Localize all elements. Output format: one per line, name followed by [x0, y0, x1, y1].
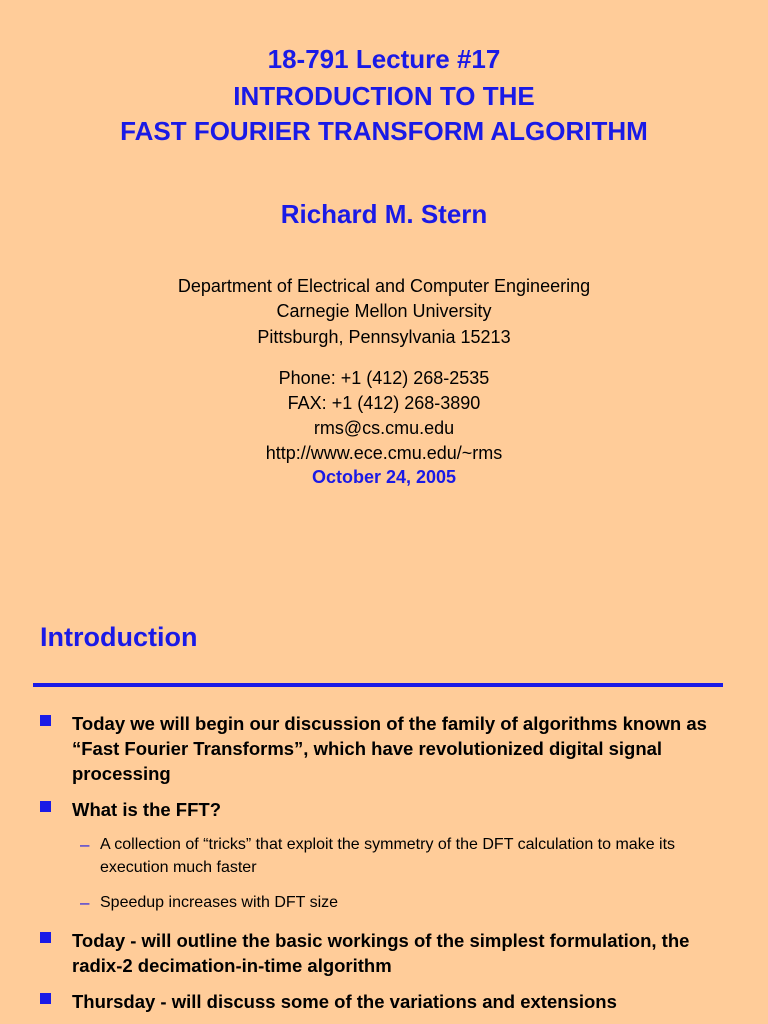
contact-phone: Phone: +1 (412) 268-2535 [278, 368, 490, 388]
affiliation-department: Department of Electrical and Computer Engineering [177, 276, 591, 296]
square-bullet-icon [40, 932, 51, 943]
bullet-text: Thursday - will discuss some of the variations and extensions [72, 991, 617, 1012]
contact-fax: FAX: +1 (412) 268-3890 [287, 393, 481, 413]
lecture-number: 18-791 Lecture #17 [267, 44, 501, 74]
contact-email: rms@cs.cmu.edu [313, 418, 455, 438]
lecture-title-line-2: FAST FOURIER TRANSFORM ALGORITHM [120, 116, 648, 146]
lecture-date: October 24, 2005 [311, 467, 457, 487]
square-bullet-icon [40, 993, 51, 1004]
sub-bullet-text: A collection of “tricks” that exploit the symmetry of the DFT calculation to make its execution much faster [100, 836, 676, 876]
slide-title: Introduction [40, 622, 198, 652]
title-divider [33, 683, 723, 687]
lecture-title-line-1: INTRODUCTION TO THE [233, 81, 535, 111]
dash-bullet-icon: – [80, 835, 90, 854]
square-bullet-icon [40, 715, 51, 726]
square-bullet-icon [40, 801, 51, 812]
bullet-text: Today - will outline the basic workings of the simplest formulation, the radix-2 decimation-in-time algorithm [72, 930, 690, 976]
affiliation-address: Pittsburgh, Pennsylvania 15213 [257, 327, 511, 347]
sub-bullet-text: Speedup increases with DFT size [100, 894, 339, 911]
dash-bullet-icon: – [80, 893, 90, 912]
contact-url: http://www.ece.cmu.edu/~rms [265, 443, 503, 463]
affiliation-university: Carnegie Mellon University [276, 301, 492, 321]
author-name: Richard M. Stern [280, 199, 488, 229]
bullet-text: Today we will begin our discussion of the family of algorithms known as “Fast Fourier Transforms”, which have revolutionized digital signal processing [72, 713, 707, 784]
bullet-text: What is the FFT? [72, 799, 222, 820]
